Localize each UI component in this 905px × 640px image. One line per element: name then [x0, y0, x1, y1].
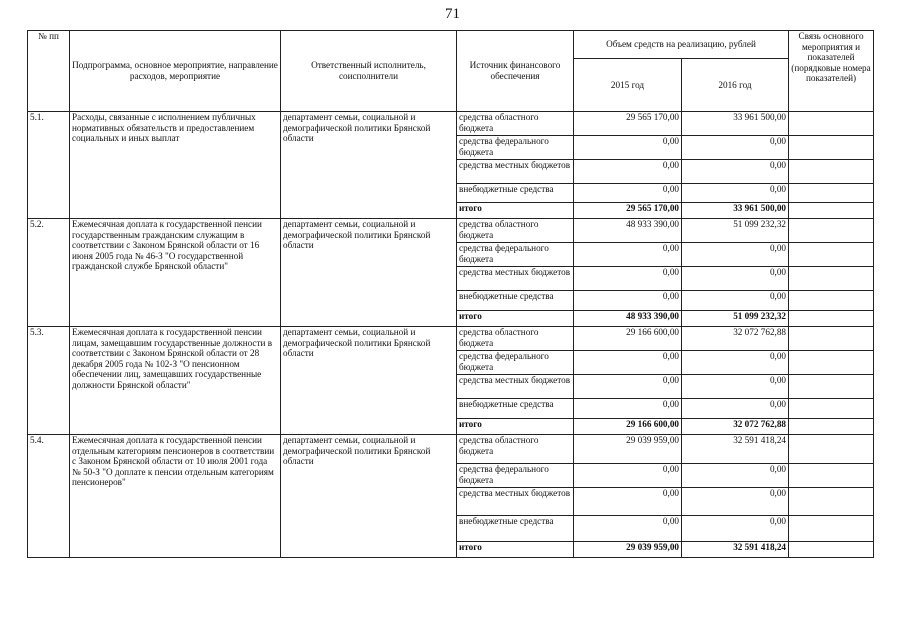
amount-2016: 0,00 — [682, 516, 789, 542]
amount-2015: 48 933 390,00 — [574, 219, 682, 243]
amount-2016: 0,00 — [682, 464, 789, 488]
amount-2015: 0,00 — [574, 351, 682, 375]
row-title: Расходы, связанные с исполнением публичных нормативных обязательств и предоставлением социальных и иных выплат — [70, 112, 281, 219]
source-federal: средства федерального бюджета — [457, 136, 574, 160]
link-cell — [789, 542, 874, 558]
table-row — [28, 112, 874, 136]
row-number: 5.1. — [28, 112, 70, 219]
amount-2015: 29 565 170,00 — [574, 112, 682, 136]
link-cell — [789, 516, 874, 542]
link-cell — [789, 243, 874, 267]
link-cell — [789, 203, 874, 219]
source-total: итого — [457, 419, 574, 435]
amount-2015: 0,00 — [574, 184, 682, 203]
link-cell — [789, 375, 874, 399]
header-source: Источник финансового обеспечения — [457, 31, 574, 112]
link-cell — [789, 327, 874, 351]
amount-2016: 33 961 500,00 — [682, 112, 789, 136]
link-cell — [789, 419, 874, 435]
amount-2015: 29 166 600,00 — [574, 327, 682, 351]
source-federal: средства федерального бюджета — [457, 464, 574, 488]
amount-2016: 0,00 — [682, 399, 789, 419]
row-number: 5.2. — [28, 219, 70, 327]
link-cell — [789, 291, 874, 311]
link-cell — [789, 219, 874, 243]
budget-table — [27, 30, 874, 558]
source-local: средства местных бюджетов — [457, 375, 574, 399]
amount-2016: 0,00 — [682, 488, 789, 516]
row-number: 5.3. — [28, 327, 70, 435]
amount-2015: 0,00 — [574, 136, 682, 160]
amount-2015: 29 565 170,00 — [574, 203, 682, 219]
amount-2016: 33 961 500,00 — [682, 203, 789, 219]
source-total: итого — [457, 311, 574, 327]
source-extra: внебюджетные средства — [457, 516, 574, 542]
amount-2015: 0,00 — [574, 291, 682, 311]
amount-2016: 0,00 — [682, 160, 789, 184]
header-num: № пп — [28, 31, 70, 112]
source-extra: внебюджетные средства — [457, 399, 574, 419]
amount-2016: 32 072 762,88 — [682, 327, 789, 351]
table-row — [28, 219, 874, 243]
source-local: средства местных бюджетов — [457, 160, 574, 184]
row-executor: департамент семьи, социальной и демографической политики Брянской области — [281, 327, 457, 435]
amount-2015: 0,00 — [574, 267, 682, 291]
source-federal: средства федерального бюджета — [457, 351, 574, 375]
link-cell — [789, 112, 874, 136]
link-cell — [789, 435, 874, 464]
amount-2016: 32 072 762,88 — [682, 419, 789, 435]
source-regional: средства областного бюджета — [457, 435, 574, 464]
amount-2016: 32 591 418,24 — [682, 435, 789, 464]
amount-2016: 0,00 — [682, 184, 789, 203]
amount-2016: 51 099 232,32 — [682, 219, 789, 243]
source-federal: средства федерального бюджета — [457, 243, 574, 267]
amount-2016: 0,00 — [682, 291, 789, 311]
link-cell — [789, 464, 874, 488]
amount-2015: 29 039 959,00 — [574, 435, 682, 464]
source-regional: средства областного бюджета — [457, 219, 574, 243]
source-extra: внебюджетные средства — [457, 184, 574, 203]
source-regional: средства областного бюджета — [457, 327, 574, 351]
link-cell — [789, 267, 874, 291]
header-volume: Объем средств на реализацию, рублей — [574, 31, 789, 59]
source-local: средства местных бюджетов — [457, 488, 574, 516]
source-extra: внебюджетные средства — [457, 291, 574, 311]
source-regional: средства областного бюджета — [457, 112, 574, 136]
amount-2015: 0,00 — [574, 243, 682, 267]
amount-2016: 0,00 — [682, 267, 789, 291]
row-number: 5.4. — [28, 435, 70, 558]
link-cell — [789, 311, 874, 327]
amount-2015: 29 039 959,00 — [574, 542, 682, 558]
amount-2016: 51 099 232,32 — [682, 311, 789, 327]
row-title: Ежемесячная доплата к государственной пенсии отдельным категориям пенсионеров в соответствии с Законом Брянской области от 10 июля 2001 года № 50-З "О доплате к пенсии отдельным категориям пенсионеров" — [70, 435, 281, 558]
link-cell — [789, 160, 874, 184]
amount-2015: 0,00 — [574, 464, 682, 488]
header-subprogram: Подпрограмма, основное мероприятие, направление расходов, мероприятие — [70, 31, 281, 112]
amount-2016: 0,00 — [682, 136, 789, 160]
amount-2016: 32 591 418,24 — [682, 542, 789, 558]
link-cell — [789, 351, 874, 375]
link-cell — [789, 399, 874, 419]
amount-2015: 0,00 — [574, 399, 682, 419]
link-cell — [789, 184, 874, 203]
amount-2016: 0,00 — [682, 375, 789, 399]
header-year-2016: 2016 год — [682, 59, 789, 112]
amount-2015: 48 933 390,00 — [574, 311, 682, 327]
header-executor: Ответственный исполнитель, соисполнители — [281, 31, 457, 112]
table-row — [28, 435, 874, 464]
link-cell — [789, 136, 874, 160]
amount-2015: 0,00 — [574, 488, 682, 516]
row-executor: департамент семьи, социальной и демографической политики Брянской области — [281, 219, 457, 327]
row-executor: департамент семьи, социальной и демографической политики Брянской области — [281, 112, 457, 219]
row-title: Ежемесячная доплата к государственной пенсии государственным гражданским служащим в соответствии с Законом Брянской области от 16 июня 2005 года № 46-З "О государственной гражданской службе Брянской области" — [70, 219, 281, 327]
row-title: Ежемесячная доплата к государственной пенсии лицам, замещавшим государственные должности в соответствии с Законом Брянской области от 28 декабря 2005 года № 102-З "О пенсионном обеспечении лиц, замещавших государственные должности Брянской области" — [70, 327, 281, 435]
amount-2016: 0,00 — [682, 351, 789, 375]
source-total: итого — [457, 203, 574, 219]
source-local: средства местных бюджетов — [457, 267, 574, 291]
link-cell — [789, 488, 874, 516]
header-year-2015: 2015 год — [574, 59, 682, 112]
amount-2015: 0,00 — [574, 375, 682, 399]
header-link: Связь основного мероприятия и показателей (порядковые номера показателей) — [789, 31, 874, 112]
amount-2016: 0,00 — [682, 243, 789, 267]
source-total: итого — [457, 542, 574, 558]
row-executor: департамент семьи, социальной и демографической политики Брянской области — [281, 435, 457, 558]
amount-2015: 0,00 — [574, 160, 682, 184]
amount-2015: 29 166 600,00 — [574, 419, 682, 435]
amount-2015: 0,00 — [574, 516, 682, 542]
table-row — [28, 327, 874, 351]
page-number: 71 — [445, 6, 460, 22]
